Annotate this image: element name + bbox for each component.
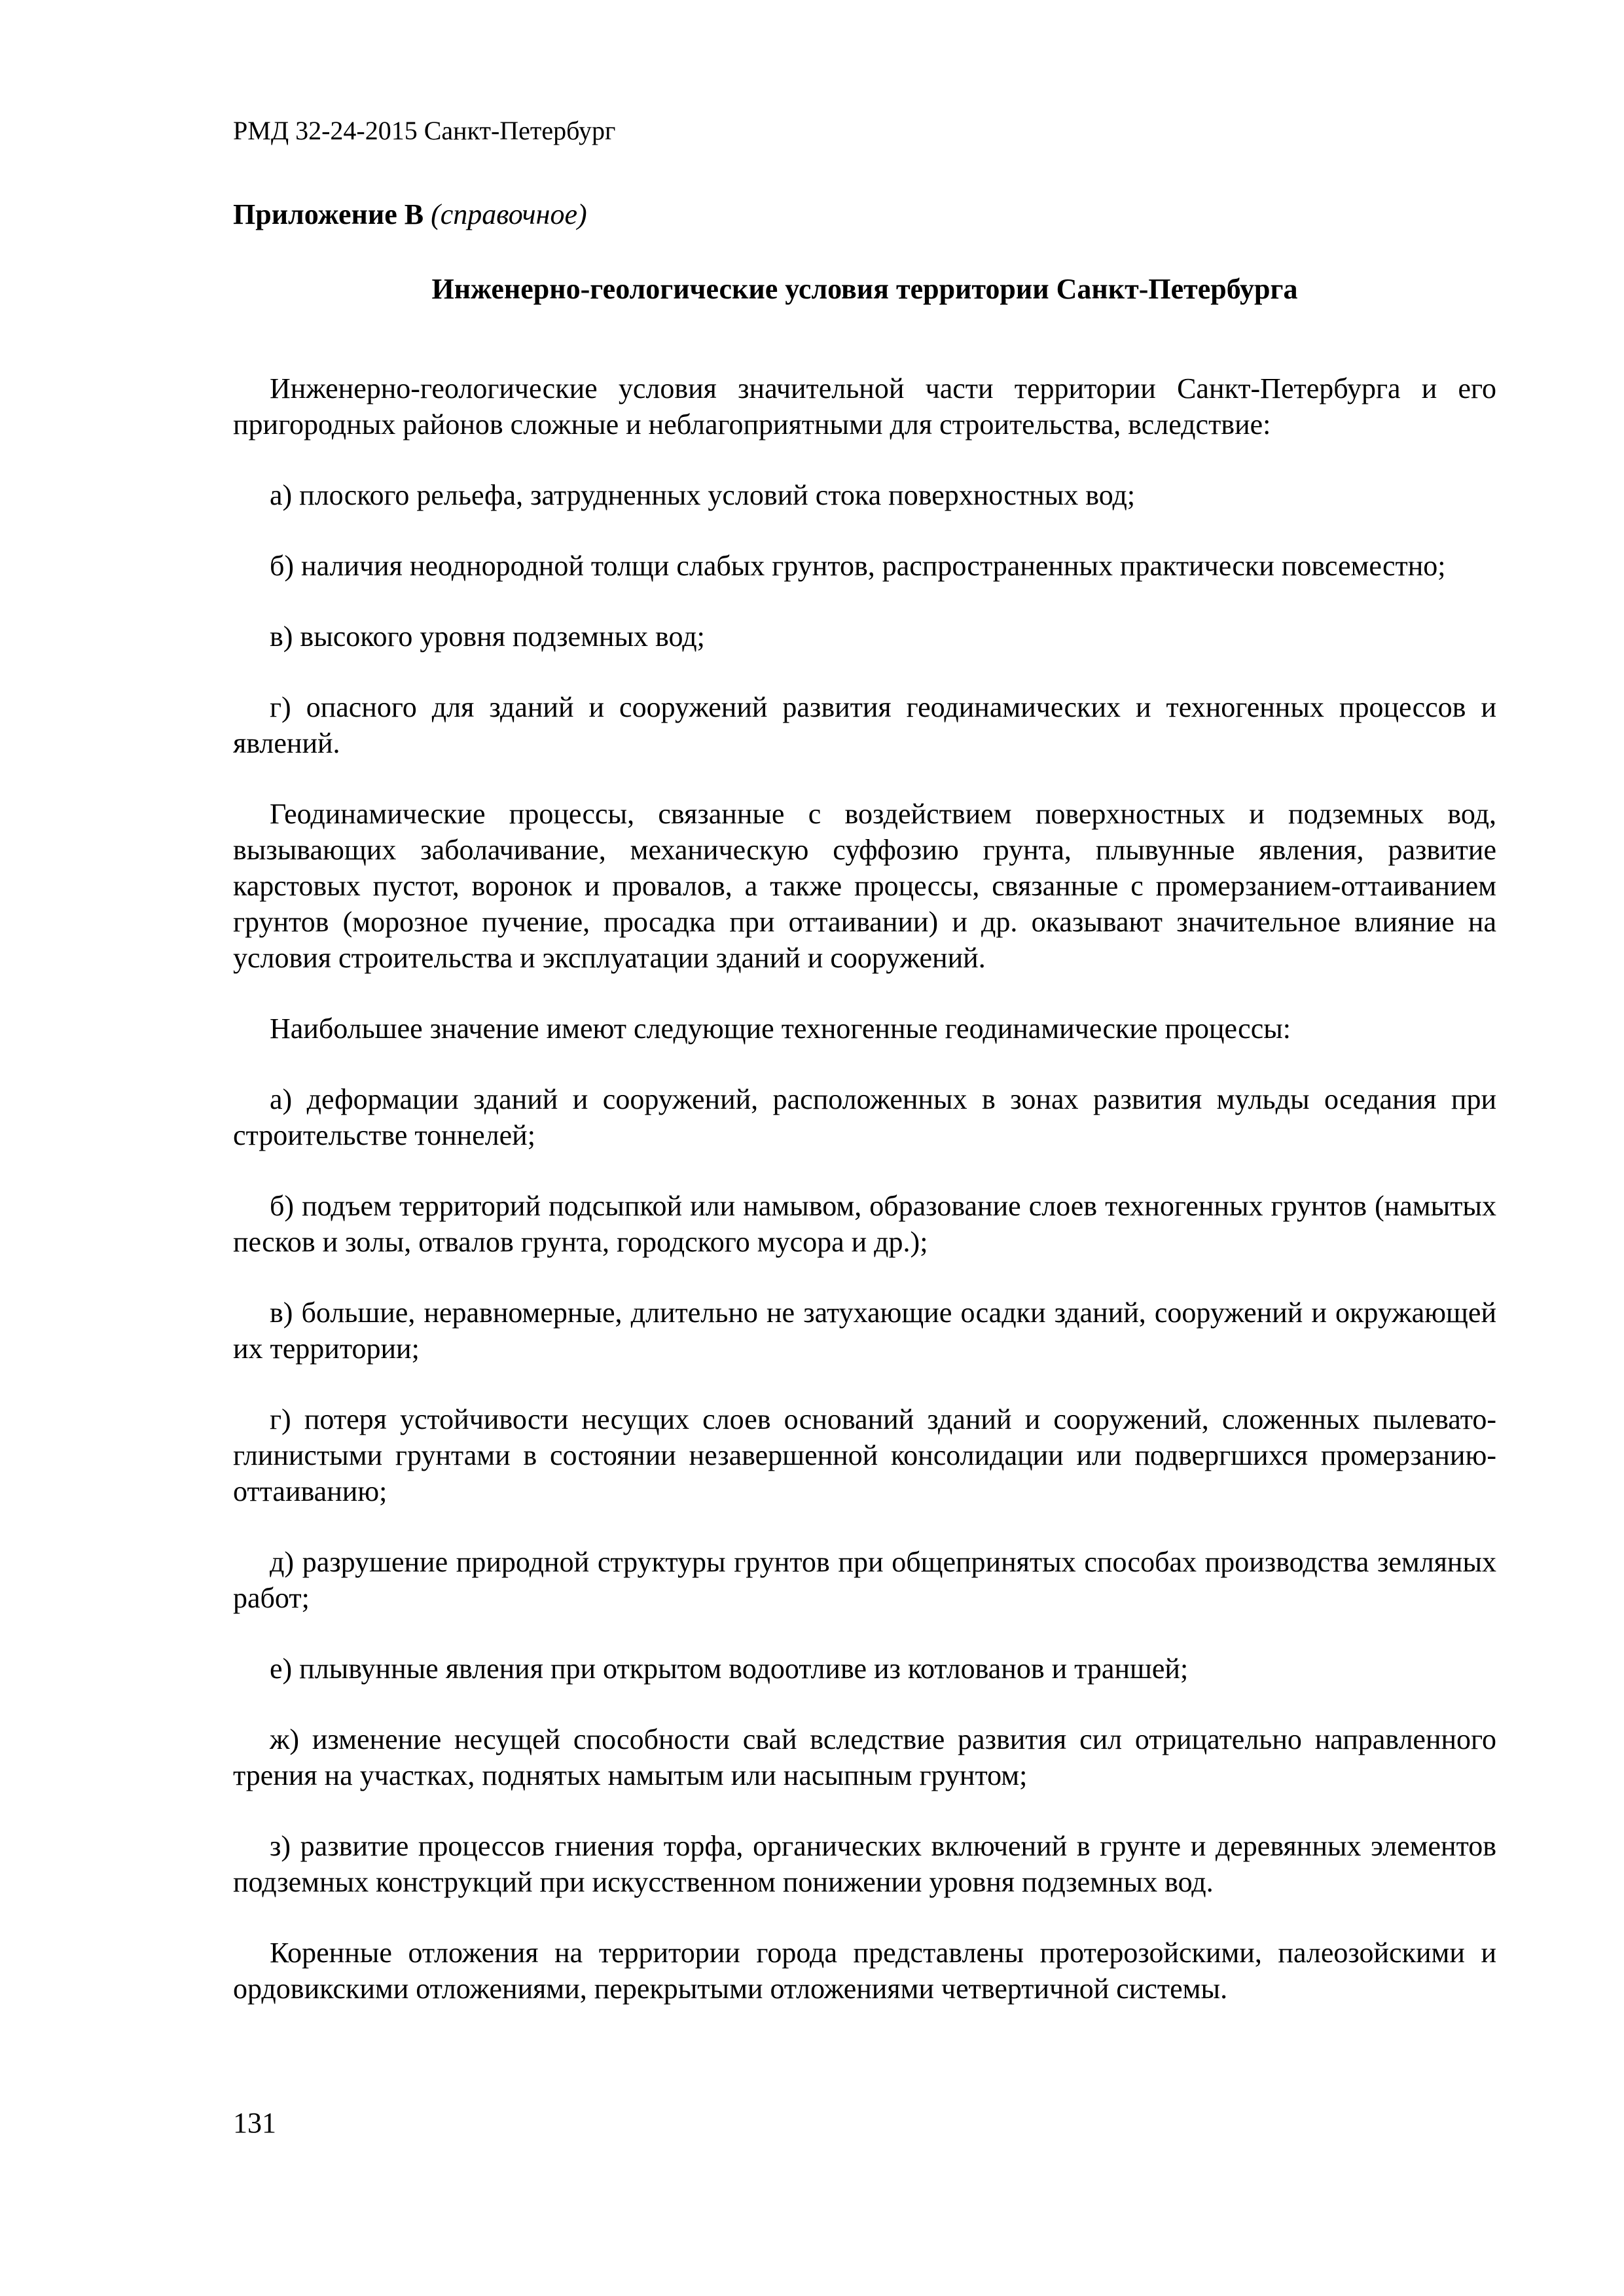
list-item: б) подъем территорий подсыпкой или намывом, образование слоев техногенных грунтов (намытых песков и золы, отвалов грунта, городского мусора и др.); bbox=[233, 1190, 1496, 1258]
page-number: 131 bbox=[233, 2107, 276, 2139]
list-item: а) плоского рельефа, затрудненных условий стока поверхностных вод; bbox=[270, 479, 1136, 511]
paragraph: Наибольшее значение имеют следующие техногенные геодинамические процессы: bbox=[270, 1013, 1291, 1045]
list-item: д) разрушение природной структуры грунтов при общепринятых способах производства земляных работ; bbox=[233, 1546, 1496, 1614]
list-item: в) большие, неравномерные, длительно не затухающие осадки зданий, сооружений и окружающей их территории; bbox=[233, 1297, 1496, 1365]
appendix-heading bbox=[233, 196, 587, 233]
list-item: а) деформации зданий и сооружений, расположенных в зонах развития мульды оседания при строительстве тоннелей; bbox=[233, 1083, 1496, 1151]
paragraph: Инженерно-геологические условия значительной части территории Санкт-Петербурга и его пригородных районов сложные и неблагоприятными для строительства, вследствие: bbox=[233, 372, 1496, 440]
paragraph: Геодинамические процессы, связанные с воздействием поверхностных и подземных вод, вызывающих заболачивание, механическую суффозию грунта, плывунные явления, развитие карстовых пустот, воронок и провалов, а также процессы, связанные с промерзанием-оттаиванием грунтов (морозное пучение, просадка при оттаивании) и др. оказывают значительное влияние на условия строительства и эксплуатации зданий и сооружений. bbox=[233, 798, 1496, 974]
list-item: в) высокого уровня подземных вод; bbox=[270, 620, 705, 653]
appendix-label: Приложение В bbox=[233, 198, 424, 230]
running-header: РМД 32-24-2015 Санкт-Петербург bbox=[233, 116, 616, 145]
section-title: Инженерно-геологические условия территории Санкт-Петербурга bbox=[431, 273, 1298, 305]
paragraph: Коренные отложения на территории города представлены протерозойскими, палеозойскими и ордовикскими отложениями, перекрытыми отложениями четвертичной системы. bbox=[233, 1937, 1496, 2005]
list-item: г) потеря устойчивости несущих слоев оснований зданий и сооружений, сложенных пылевато-глинистыми грунтами в состоянии незавершенной консолидации или подвергшихся промерзанию-оттаиванию; bbox=[233, 1403, 1496, 1507]
list-item: ж) изменение несущей способности свай вследствие развития сил отрицательно направленного трения на участках, поднятых намытым или насыпным грунтом; bbox=[233, 1723, 1496, 1791]
list-item: з) развитие процессов гниения торфа, органических включений в грунте и деревянных элементов подземных конструкций при искусственном понижении уровня подземных вод. bbox=[233, 1830, 1496, 1898]
list-item: е) плывунные явления при открытом водоотливе из котлованов и траншей; bbox=[270, 1653, 1189, 1685]
list-item: б) наличия неоднородной толщи слабых грунтов, распространенных практически повсеместно; bbox=[270, 550, 1446, 582]
body-text bbox=[233, 370, 1496, 2041]
list-item: г) опасного для зданий и сооружений развития геодинамических и техногенных процессов и явлений. bbox=[233, 691, 1496, 759]
appendix-note: (справочное) bbox=[431, 198, 587, 230]
